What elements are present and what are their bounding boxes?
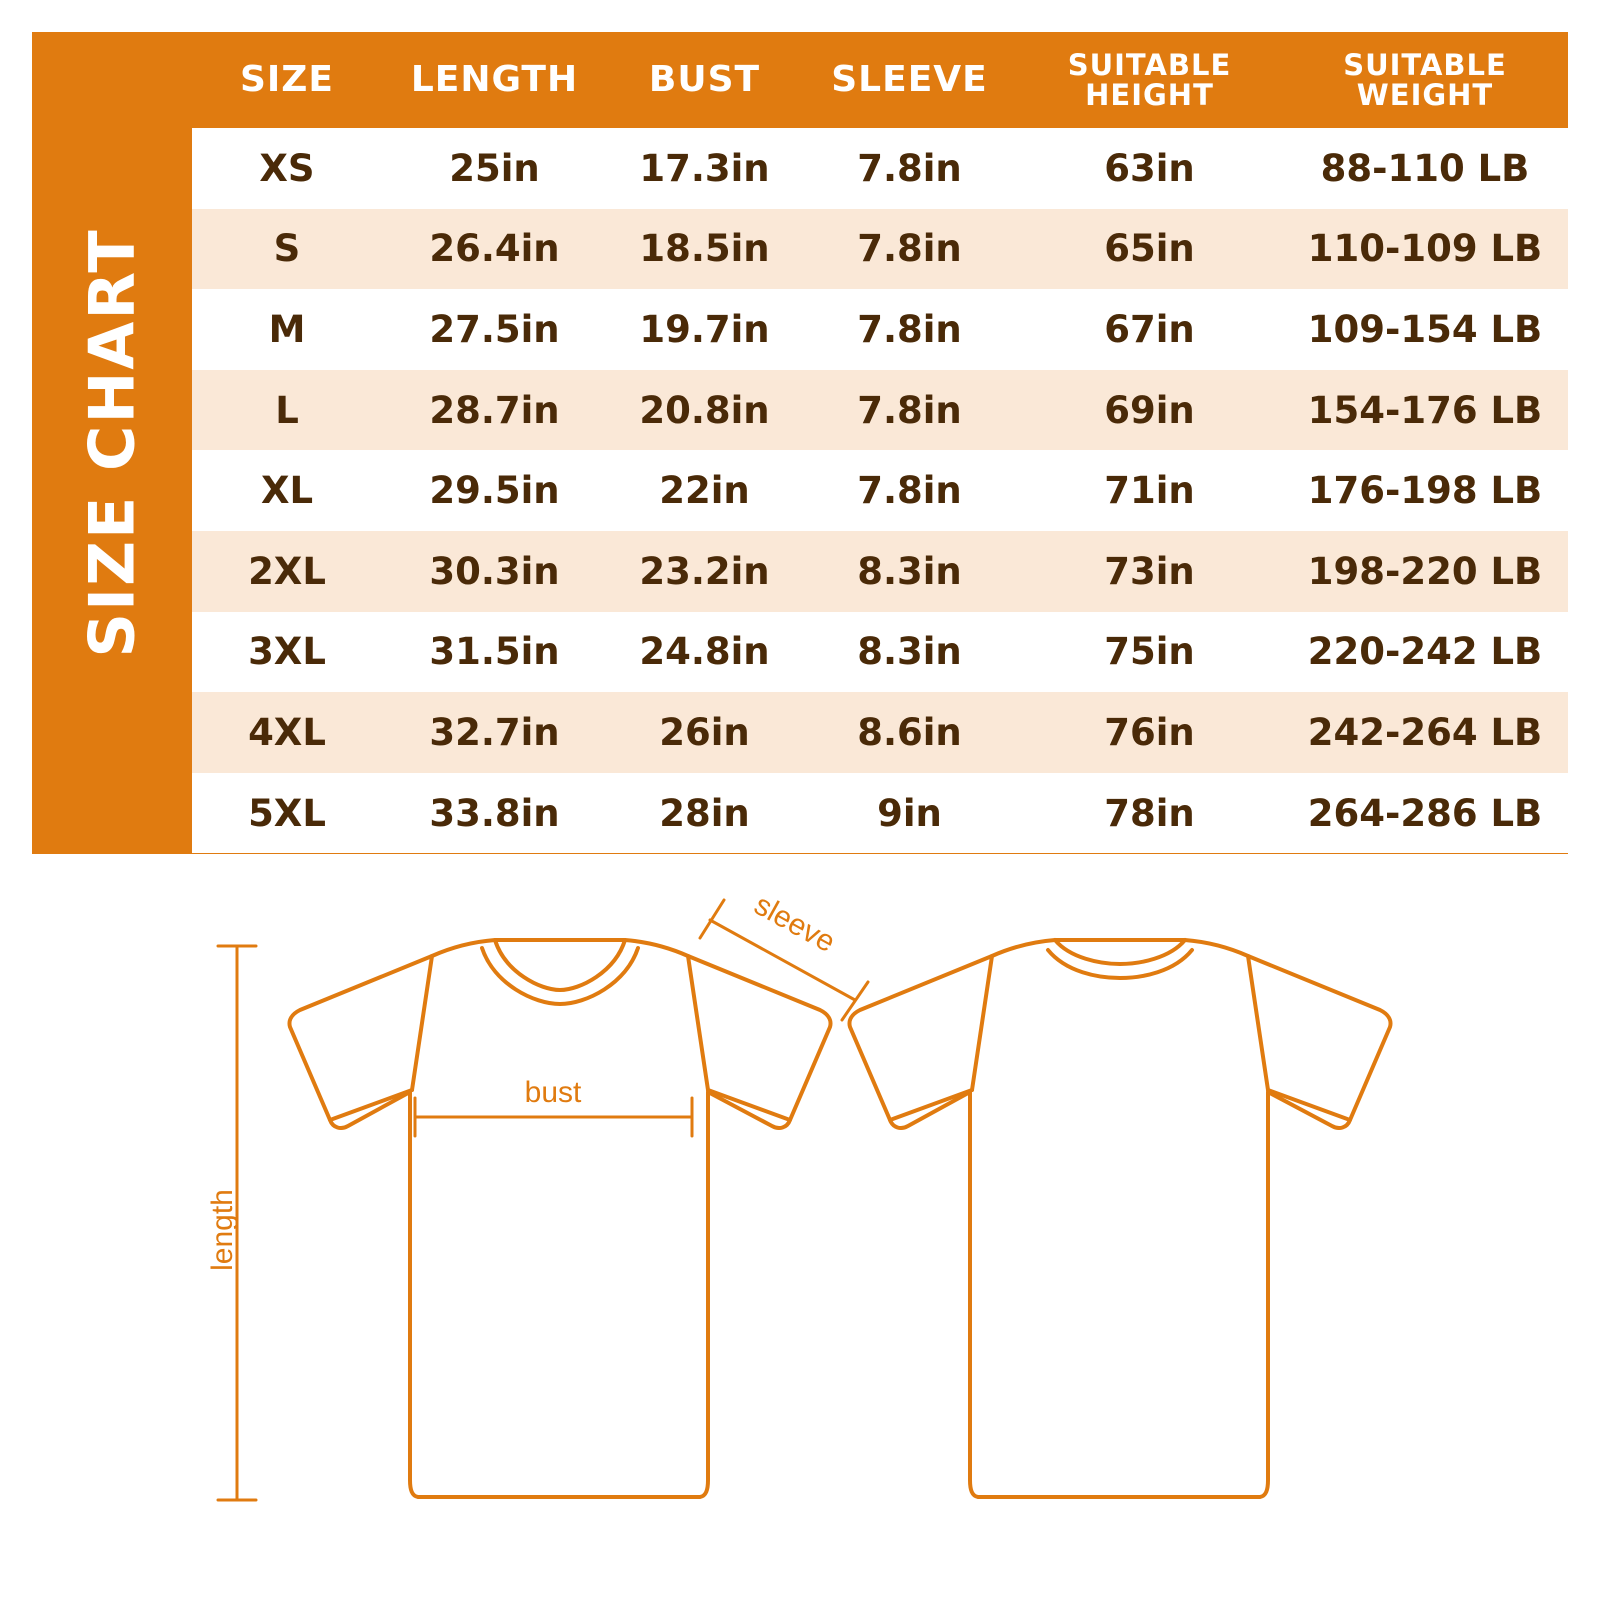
cell-suitable-weight: 264-286 LB — [1282, 773, 1568, 854]
cell-length: 27.5in — [382, 289, 607, 370]
table-row — [192, 612, 1568, 693]
cell-suitable-weight: 176-198 LB — [1282, 450, 1568, 531]
size-table-body — [192, 128, 1568, 853]
column-header-length: LENGTH — [382, 32, 607, 128]
cell-length: 29.5in — [382, 450, 607, 531]
cell-bust: 23.2in — [607, 531, 802, 612]
cell-length: 32.7in — [382, 692, 607, 773]
column-header-sleeve: SLEEVE — [802, 32, 1017, 128]
cell-suitable-height: 71in — [1017, 450, 1282, 531]
size-chart-side-label — [32, 32, 192, 854]
table-row — [192, 773, 1568, 854]
table-row — [192, 692, 1568, 773]
cell-length: 31.5in — [382, 612, 607, 693]
cell-suitable-weight: 242-264 LB — [1282, 692, 1568, 773]
cell-length: 30.3in — [382, 531, 607, 612]
cell-suitable-height: 78in — [1017, 773, 1282, 854]
cell-bust: 22in — [607, 450, 802, 531]
tshirt-front-outline — [289, 940, 830, 1497]
table-row — [192, 128, 1568, 209]
size-table — [192, 32, 1568, 853]
cell-sleeve: 7.8in — [802, 450, 1017, 531]
cell-suitable-weight: 220-242 LB — [1282, 612, 1568, 693]
table-row — [192, 209, 1568, 290]
cell-bust: 19.7in — [607, 289, 802, 370]
size-table-head — [192, 32, 1568, 128]
cell-bust: 26in — [607, 692, 802, 773]
table-row — [192, 289, 1568, 370]
cell-suitable-weight: 88-110 LB — [1282, 128, 1568, 209]
cell-suitable-height: 65in — [1017, 209, 1282, 290]
cell-size: S — [192, 209, 382, 290]
cell-size: M — [192, 289, 382, 370]
cell-size: 4XL — [192, 692, 382, 773]
cell-size: XS — [192, 128, 382, 209]
cell-size: 2XL — [192, 531, 382, 612]
column-header-suitable-height-line1: SUITABLE — [1067, 47, 1232, 82]
cell-suitable-weight: 198-220 LB — [1282, 531, 1568, 612]
cell-size: 5XL — [192, 773, 382, 854]
cell-sleeve: 9in — [802, 773, 1017, 854]
size-chart-block — [32, 32, 1568, 854]
cell-suitable-weight: 109-154 LB — [1282, 289, 1568, 370]
cell-suitable-height: 73in — [1017, 531, 1282, 612]
cell-bust: 18.5in — [607, 209, 802, 290]
cell-sleeve: 8.6in — [802, 692, 1017, 773]
column-header-suitable-weight — [1282, 32, 1568, 128]
cell-length: 26.4in — [382, 209, 607, 290]
cell-bust: 20.8in — [607, 370, 802, 451]
cell-size: 3XL — [192, 612, 382, 693]
cell-bust: 24.8in — [607, 612, 802, 693]
cell-sleeve: 7.8in — [802, 128, 1017, 209]
column-header-size: SIZE — [192, 32, 382, 128]
cell-bust: 28in — [607, 773, 802, 854]
cell-suitable-height: 63in — [1017, 128, 1282, 209]
size-table-wrapper — [192, 32, 1568, 854]
sleeve-label: sleeve — [748, 888, 841, 960]
cell-sleeve: 8.3in — [802, 531, 1017, 612]
measurement-diagram — [0, 880, 1600, 1580]
cell-size: L — [192, 370, 382, 451]
cell-length: 28.7in — [382, 370, 607, 451]
table-row — [192, 370, 1568, 451]
table-row — [192, 531, 1568, 612]
cell-sleeve: 7.8in — [802, 370, 1017, 451]
cell-suitable-height: 67in — [1017, 289, 1282, 370]
cell-suitable-weight: 110-109 LB — [1282, 209, 1568, 290]
column-header-suitable-height-line2: HEIGHT — [1085, 78, 1214, 112]
cell-length: 25in — [382, 128, 607, 209]
cell-bust: 17.3in — [607, 128, 802, 209]
cell-length: 33.8in — [382, 773, 607, 854]
table-header-row — [192, 32, 1568, 128]
table-row — [192, 450, 1568, 531]
column-header-suitable-weight-line2: WEIGHT — [1356, 78, 1494, 112]
cell-suitable-height: 75in — [1017, 612, 1282, 693]
cell-sleeve: 7.8in — [802, 289, 1017, 370]
tshirt-back-outline — [849, 940, 1390, 1497]
bust-label: bust — [524, 1076, 582, 1109]
cell-sleeve: 7.8in — [802, 209, 1017, 290]
cell-suitable-height: 76in — [1017, 692, 1282, 773]
cell-suitable-height: 69in — [1017, 370, 1282, 451]
cell-size: XL — [192, 450, 382, 531]
cell-suitable-weight: 154-176 LB — [1282, 370, 1568, 451]
length-label: length — [206, 1189, 239, 1271]
cell-sleeve: 8.3in — [802, 612, 1017, 693]
column-header-suitable-height — [1017, 32, 1282, 128]
column-header-bust: BUST — [607, 32, 802, 128]
page-title: SIZE CHART — [75, 228, 149, 658]
column-header-suitable-weight-line1: SUITABLE — [1343, 47, 1507, 82]
